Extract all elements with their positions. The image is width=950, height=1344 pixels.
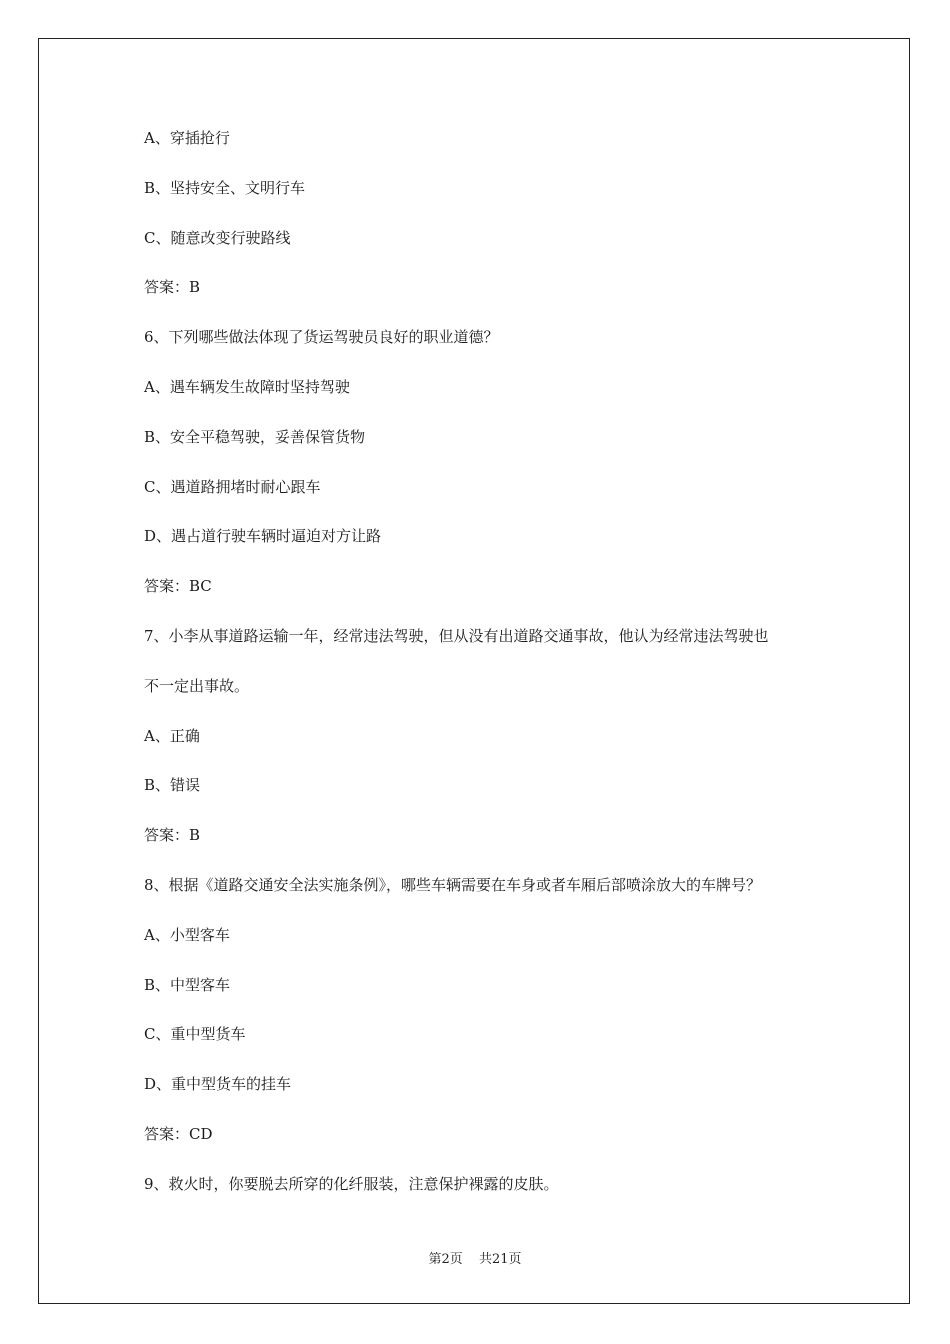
page-footer — [0, 1248, 950, 1267]
question-line: 9、救火时，你要脱去所穿的化纤服装，注意保护裸露的皮肤。 — [144, 1174, 559, 1193]
question-line-continued: 不一定出事故。 — [144, 676, 250, 695]
answer-line: 答案：B — [144, 278, 201, 297]
text-line: B、错误 — [144, 776, 201, 795]
text-line: C、随意改变行驶路线 — [144, 228, 291, 247]
text-line: C、重中型货车 — [144, 1025, 246, 1044]
text-line: A、正确 — [144, 726, 200, 745]
question-line: 6、下列哪些做法体现了货运驾驶员良好的职业道德？ — [144, 328, 499, 347]
answer-line: 答案：CD — [144, 1124, 213, 1143]
page-number: 第2页 — [428, 1252, 463, 1267]
answer-line: 答案：B — [144, 826, 201, 845]
text-line: D、遇占道行驶车辆时逼迫对方让路 — [144, 527, 382, 546]
question-line: 8、根据《道路交通安全法实施条例》，哪些车辆需要在车身或者车厢后部喷涂放大的车牌号？ — [144, 875, 762, 894]
answer-line: 答案：BC — [144, 577, 212, 596]
text-line: A、遇车辆发生故障时坚持驾驶 — [144, 377, 350, 396]
text-line: B、中型客车 — [144, 975, 231, 994]
text-line: C、遇道路拥堵时耐心跟车 — [144, 477, 321, 496]
text-line: A、小型客车 — [144, 925, 230, 944]
document-body — [144, 126, 824, 1222]
text-line: B、安全平稳驾驶，妥善保管货物 — [144, 427, 366, 446]
page-total: 共21页 — [478, 1252, 522, 1267]
text-line: B、坚持安全、文明行车 — [144, 178, 306, 197]
text-line: A、穿插抢行 — [144, 129, 230, 147]
text-line: D、重中型货车的挂车 — [144, 1075, 292, 1094]
question-line: 7、小李从事道路运输一年，经常违法驾驶，但从没有出道路交通事故，他认为经常违法驾驶也 — [144, 626, 769, 645]
